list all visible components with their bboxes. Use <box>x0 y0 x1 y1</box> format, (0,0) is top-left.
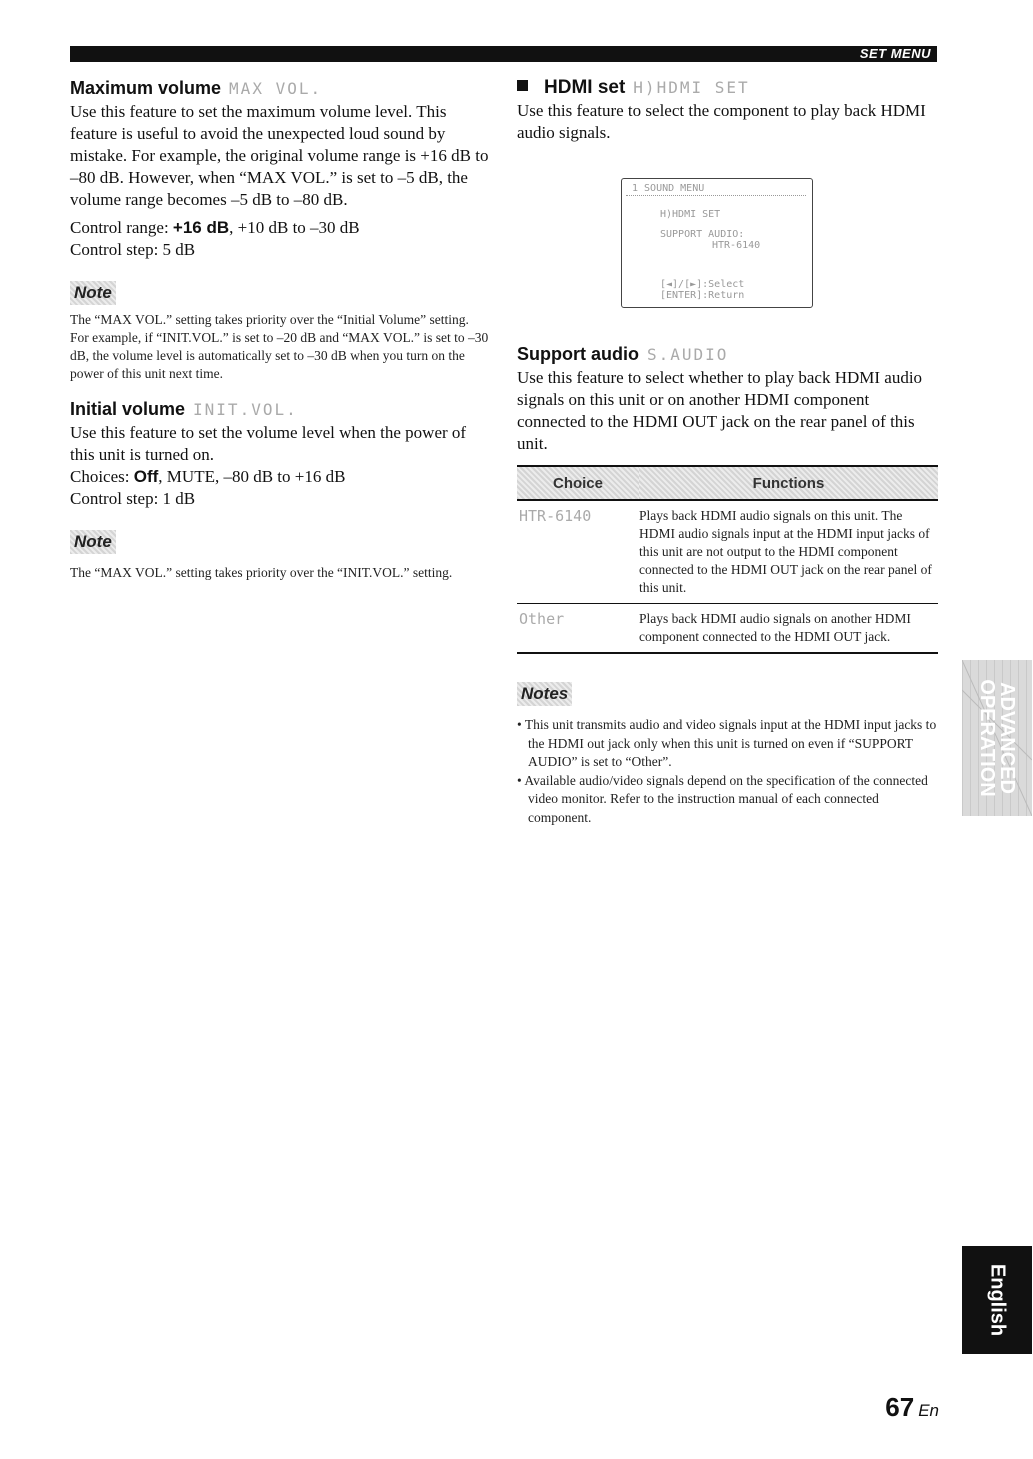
table-row <box>517 500 938 604</box>
initial-volume-choices: Choices: Off, MUTE, –80 dB to +16 dB <box>70 467 346 486</box>
hdmi-set-lcd: H)HDMI SET <box>633 78 750 97</box>
max-volume-range: Control range: +16 dB, +10 dB to –30 dB <box>70 218 360 237</box>
table-cell-function: Plays back HDMI audio signals on another HDMI component connected to the HDMI OUT jack. <box>639 604 938 654</box>
support-audio-lcd: S.AUDIO <box>646 345 729 364</box>
section-label: SET MENU <box>859 46 931 61</box>
support-audio-heading: Support audio S.AUDIO <box>517 344 729 364</box>
support-audio-body: Use this feature to select whether to play back HDMI audio signals on this unit or on another HDMI component connected to the HDMI OUT jack on the rear panel of this unit. <box>517 368 923 453</box>
initial-volume-heading: Initial volume INIT.VOL. <box>70 399 298 419</box>
max-volume-note: The “MAX VOL.” setting takes priority over the “Initial Volume” setting. For example, if “INIT.VOL.” is set to –20 dB and “MAX VOL.” is set to –30 dB, the volume level is automatically set to –30 dB when you turn on the power of this unit next time. <box>70 312 489 381</box>
hdmi-set-body: Use this feature to select the component to play back HDMI audio signals. <box>517 101 926 142</box>
table-cell-function: Plays back HDMI audio signals on this unit. The HDMI audio signals input at the HDMI input jacks of this unit are not output to the HDMI component connected to the HDMI OUT jack on the rear panel of this unit. <box>639 500 938 604</box>
table-header-functions: Functions <box>639 466 938 500</box>
note-badge: Note <box>70 281 116 305</box>
initial-volume-step: Control step: 1 dB <box>70 489 196 508</box>
max-volume-step: Control step: 5 dB <box>70 240 196 259</box>
max-volume-lcd: MAX VOL. <box>229 79 323 98</box>
initial-volume-body: Use this feature to set the volume level when the power of this unit is turned on. <box>70 423 467 464</box>
advanced-operation-label: ADVANCED OPERATION <box>976 679 1018 797</box>
max-volume-body: Use this feature to set the maximum volume level. This feature is useful to avoid the unexpected loud sound by mistake. For example, the original volume range is +16 dB to –80 dB. However, when “MAX VOL.” is set to –5 dB, the volume range becomes –5 dB to –80 dB. <box>70 102 489 209</box>
notes-list <box>517 716 938 827</box>
max-volume-heading: Maximum volume MAX VOL. <box>70 78 323 98</box>
note-badge: Note <box>70 530 116 554</box>
screen-line: HTR-6140 <box>712 240 761 251</box>
screen-line: SUPPORT AUDIO: <box>660 229 745 240</box>
choices-table <box>517 465 938 654</box>
list-item: • Available audio/video signals depend on the specification of the connected video monitor. Refer to the instruction manual of each connected component. <box>517 772 928 825</box>
right-column <box>517 76 938 827</box>
osd-screen <box>621 178 813 308</box>
table-header-choice: Choice <box>517 466 639 500</box>
notes-badge: Notes <box>517 682 572 706</box>
screen-line: 1 SOUND MENU <box>632 183 705 194</box>
initial-volume-note: The “MAX VOL.” setting takes priority over the “INIT.VOL.” setting. <box>70 565 453 580</box>
hdmi-set-heading: HDMI set H)HDMI SET <box>517 76 938 100</box>
screen-line: [ENTER]:Return <box>660 290 745 301</box>
screen-line: [◄]/[►]:Select <box>660 279 745 290</box>
table-cell-choice: Other <box>517 604 639 654</box>
initial-volume-lcd: INIT.VOL. <box>193 400 298 419</box>
screen-line: H)HDMI SET <box>660 209 721 220</box>
page-number: 67 En <box>885 1392 939 1422</box>
list-item: • This unit transmits audio and video signals input at the HDMI input jacks to the HDMI out jack only when this unit is turned on even if “SUPPORT AUDIO” is set to “Other”. <box>517 717 937 769</box>
english-label: English <box>986 1263 1009 1337</box>
table-row <box>517 604 938 654</box>
section-header-bar <box>70 46 937 62</box>
square-bullet-icon <box>517 80 528 91</box>
english-tab <box>962 1246 1032 1354</box>
table-cell-choice: HTR-6140 <box>517 500 639 604</box>
advanced-operation-tab <box>962 660 1032 816</box>
left-column <box>70 76 490 582</box>
